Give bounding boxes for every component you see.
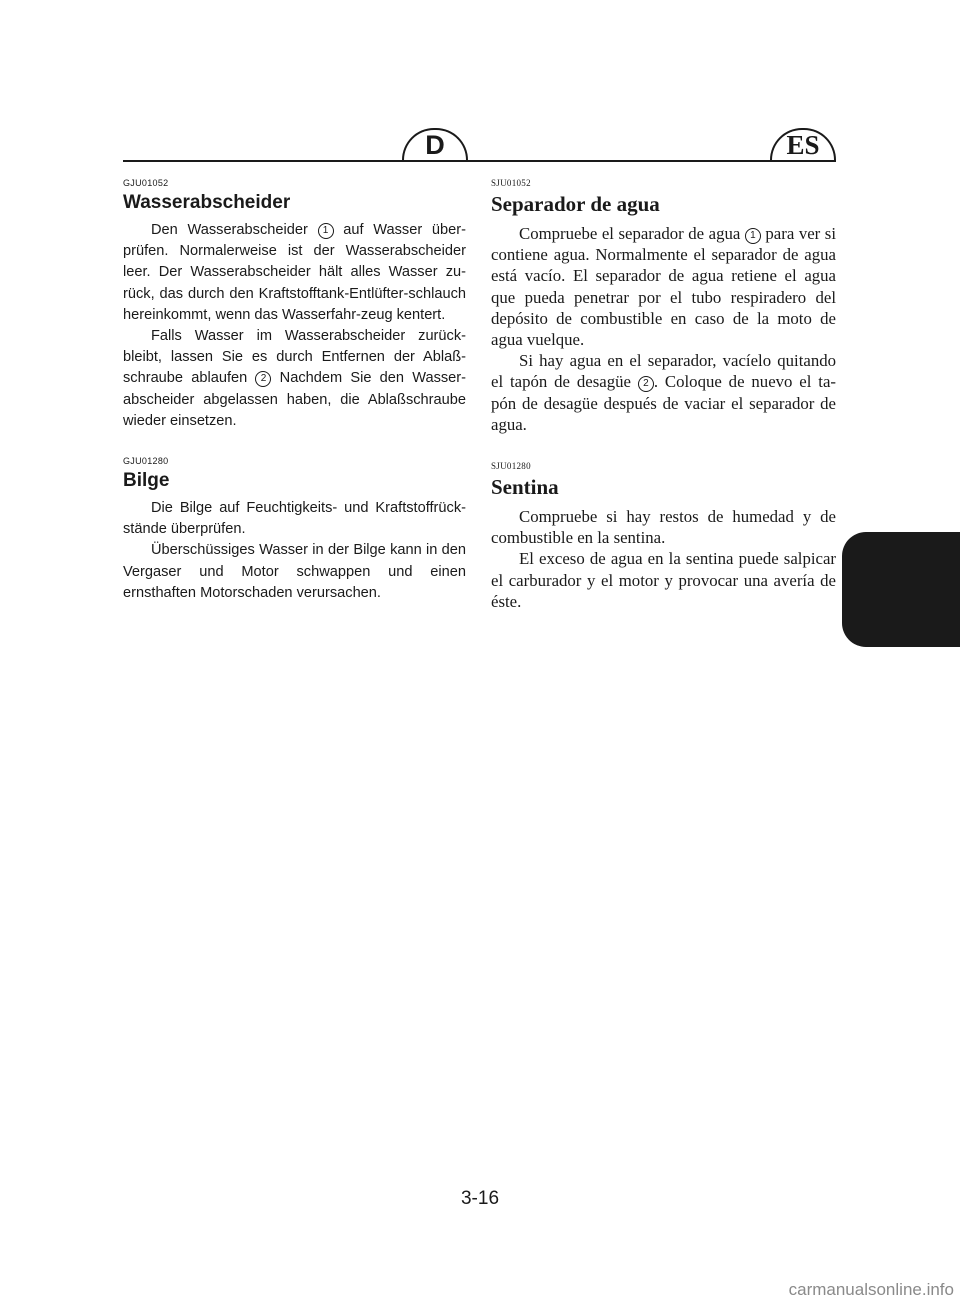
paragraph: [123, 326, 466, 432]
section-code: GJU01052: [123, 178, 169, 188]
paragraph: Compruebe si hay restos de humedad y de combustible en la sentina.: [491, 507, 836, 548]
text-run: para ver si contiene agua. Normalmente el separador de agua está vacío. El separador de agua retiene el agua que pueda penetrar por el tubo respiradero del depósito de combustible en caso de la moto de agua vuelque.: [491, 224, 836, 350]
section-bilge: [123, 456, 466, 604]
section-code: SJU01052: [491, 178, 531, 188]
text-run: Si hay agua en el separador, vacíelo quitando el tapón de desagüe: [491, 351, 836, 392]
watermark: carmanualsonline.info: [788, 1280, 954, 1299]
section-code: GJU01280: [123, 456, 169, 467]
text-run: Compruebe el separador de agua: [519, 224, 745, 243]
german-column: [123, 178, 466, 628]
paragraph: [491, 223, 836, 350]
callout-number: 1: [318, 223, 334, 239]
text-run: Falls Wasser im Wasserabscheider zurück-bleibt, lassen Sie es durch Entfernen der Ablaß-schraube ablaufen: [123, 328, 466, 387]
paragraph: [123, 220, 466, 326]
header-rule: [123, 160, 836, 162]
text-run: Den Wasserabscheider: [151, 222, 318, 238]
language-tab-spanish: ES: [770, 128, 836, 160]
spanish-column: [491, 178, 836, 638]
section-title: Wasserabscheider: [123, 192, 291, 213]
paragraph: El exceso de agua en la sentina puede salpicar el carburador y el motor y provocar una avería de éste.: [491, 549, 836, 611]
section-title: Bilge: [123, 470, 170, 492]
callout-number: 1: [745, 228, 761, 244]
section-separador-de-agua: [491, 178, 836, 435]
section-code: SJU01280: [491, 461, 531, 472]
text-run: . Coloque de nuevo el ta-pón de desagüe después de vaciar el separador de agua.: [491, 372, 837, 434]
callout-number: 2: [638, 376, 654, 392]
paragraph: [491, 350, 836, 435]
section-title: Separador de agua: [491, 192, 660, 216]
page-number: 3-16: [460, 1188, 500, 1209]
callout-number: 2: [255, 371, 271, 387]
language-tab-german: D: [402, 128, 468, 160]
section-sentina: [491, 461, 836, 612]
text-run: Nachdem Sie den Wasser-abscheider abgelassen haben, die Ablaßschraube wieder einsetzen.: [123, 370, 467, 429]
paragraph: Die Bilge auf Feuchtigkeits- und Kraftstoffrück-stände überprüfen.: [123, 500, 466, 538]
section-wasserabscheider: [123, 178, 466, 432]
section-title: Sentina: [491, 475, 559, 500]
paragraph: Überschüssiges Wasser in der Bilge kann in den Vergaser und Motor schwappen und einen ernsthaften Motorschaden verursachen.: [123, 542, 466, 601]
text-run: auf Wasser über-prüfen. Normalerweise ist der Wasserabscheider leer. Der Wasserabscheider hält alles Wasser zu-rück, das durch den Kraftstofftank-Entlüfter-schlauch hereinkommt, wenn das Wasserfahr-zeug kentert.: [123, 222, 466, 323]
chapter-thumb-tab: [842, 532, 960, 647]
